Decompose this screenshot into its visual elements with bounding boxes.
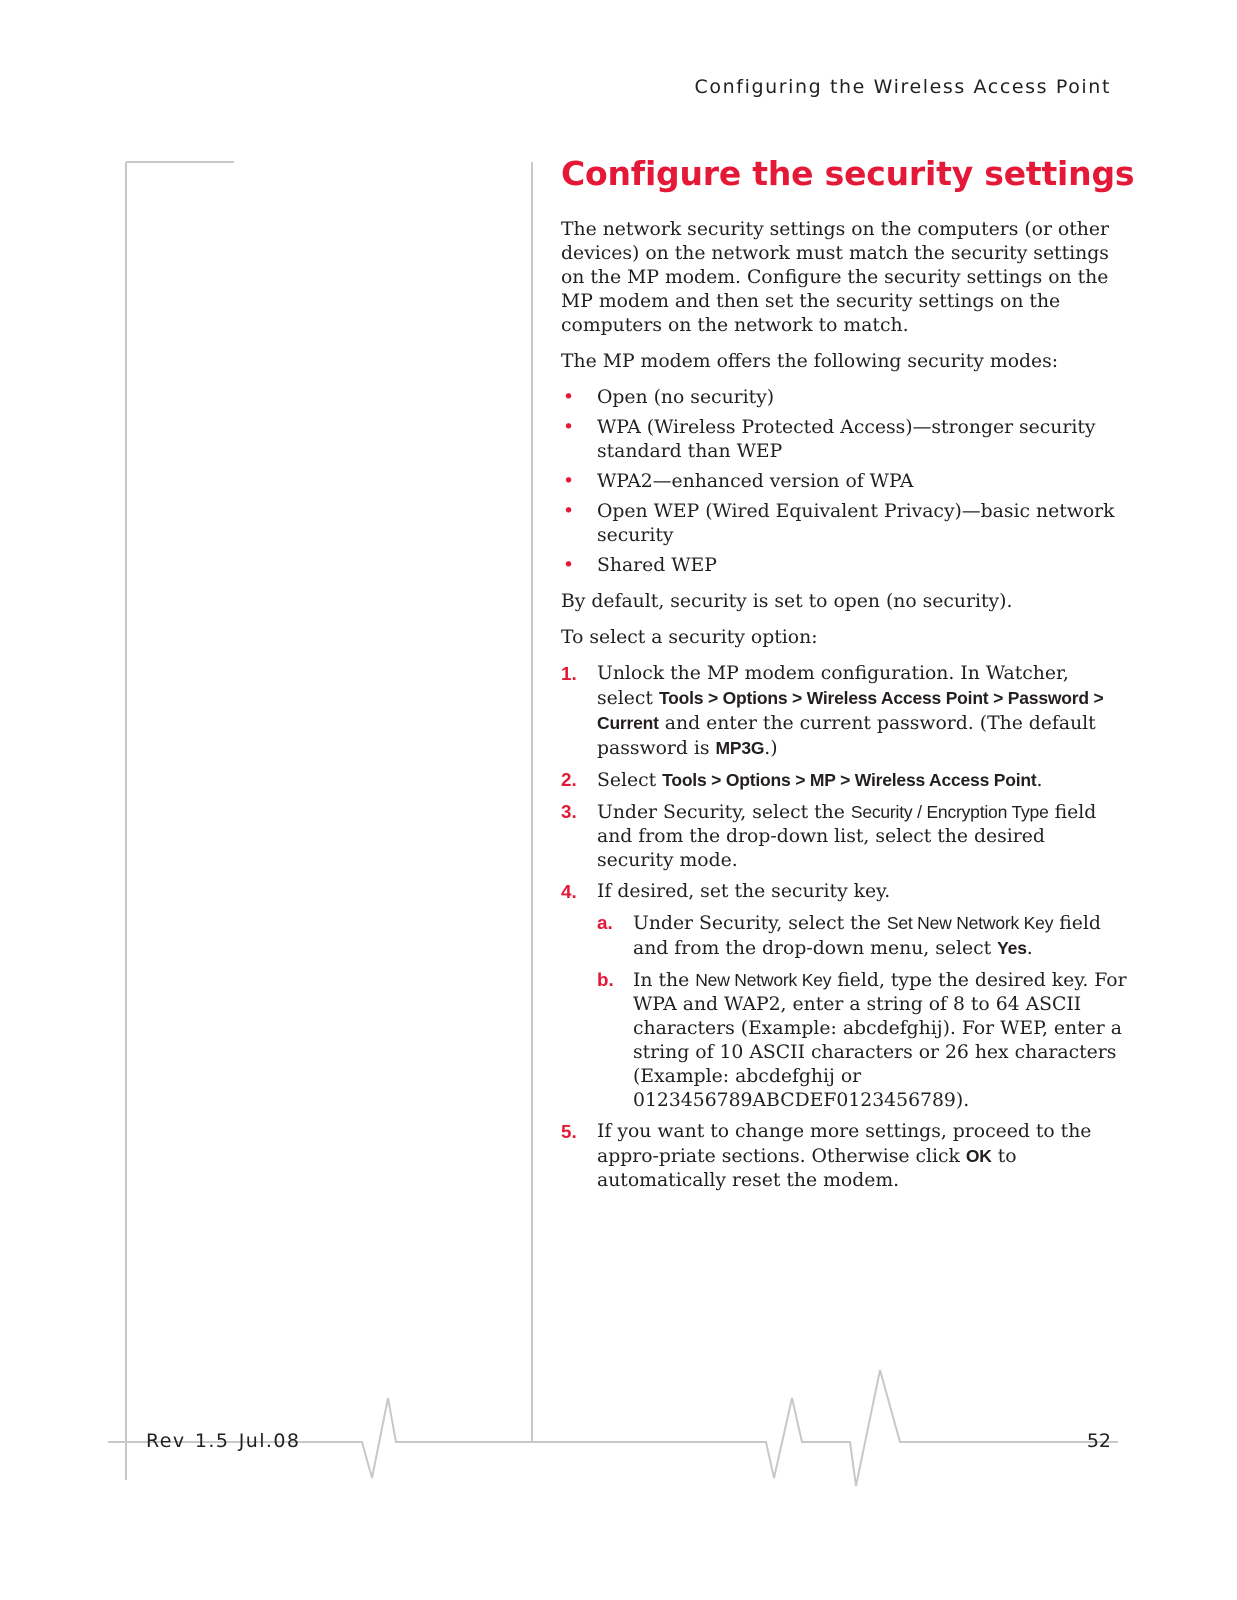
field-name: Set New Network Key xyxy=(886,913,1054,933)
security-modes-list xyxy=(561,386,1127,578)
bullet-icon: • xyxy=(563,417,575,438)
substep-b: b. In the New Network Key field, type the desired key. For WPA and WAP2, enter a string of 8 to 64 ASCII characters (Example: abcdefghij). For WEP, enter a string of 10 ASCII characters or 26 hex characters (Example: abcdefghij or 0123456789ABCDEF0123456789). xyxy=(597,969,1127,1111)
step-number: 3. xyxy=(561,801,577,822)
intro-paragraph: The network security settings on the computers (or other devices) on the network must match the security settings on the MP modem. Configure the security settings on the MP modem and then set the security settings on the computers on the network to match. xyxy=(561,219,1109,336)
step-2: 2. Select Tools > Options > MP > Wireless Access Point. xyxy=(561,769,1043,791)
list-item: • WPA (Wireless Protected Access)—stronger security standard than WEP xyxy=(563,417,1096,462)
modes-intro: The MP modem offers the following security modes: xyxy=(561,351,1059,372)
footer-revision: Rev 1.5 Jul.08 xyxy=(146,1430,301,1452)
page-title: Configure the security settings xyxy=(561,154,1135,193)
step-4: 4. If desired, set the security key. a. Under Security, select the Set New Network Key field and from the drop-down menu, select Yes. b. In the New Network Key field, type the desired key. For WPA and WAP2, enter a string of 8 to 64 ASCII characters (Example: abcdefghij). For WEP, enter a string of 10 ASCII characters or 26 hex characters (Example: abcdefghij or 0123456789ABCDEF0123456789). xyxy=(561,881,1127,1111)
step-3: 3. Under Security, select the Security / Encryption Type field and from the drop-down list, select the desired security mode. xyxy=(561,801,1097,871)
field-name: Security / Encryption Type xyxy=(850,802,1049,822)
page-number: 52 xyxy=(1086,1430,1111,1452)
list-item: • Open WEP (Wired Equivalent Privacy)—basic network security xyxy=(563,501,1115,546)
main-content xyxy=(561,152,1135,1200)
ok-button-label: OK xyxy=(965,1146,992,1166)
select-intro: To select a security option: xyxy=(561,627,818,648)
field-name: New Network Key xyxy=(695,970,832,990)
list-item: • Shared WEP xyxy=(563,555,717,576)
bullet-icon: • xyxy=(563,501,575,522)
substep-letter: a. xyxy=(597,912,613,933)
menu-path: Tools > Options > MP > Wireless Access Point xyxy=(662,770,1037,790)
bullet-icon: • xyxy=(563,387,575,408)
bullet-icon: • xyxy=(563,471,575,492)
step-5: 5. If you want to change more settings, proceed to the appro-priate sections. Otherwise click OK to automatically reset the modem. xyxy=(561,1121,1092,1191)
substep-a: a. Under Security, select the Set New Network Key field and from the drop-down menu, select Yes. xyxy=(597,912,1101,959)
option-value: Yes xyxy=(997,938,1027,958)
substeps-list xyxy=(597,911,1127,1113)
menu-path: Tools > Options > Wireless Access Point > Password > Current xyxy=(597,688,1104,733)
step-number: 4. xyxy=(561,881,577,902)
default-note: By default, security is set to open (no security). xyxy=(561,591,1013,612)
running-header: Configuring the Wireless Access Point xyxy=(694,76,1111,98)
substep-letter: b. xyxy=(597,969,614,990)
bullet-icon: • xyxy=(563,555,575,576)
step-number: 2. xyxy=(561,769,577,790)
default-password: MP3G xyxy=(715,738,765,758)
step-number: 1. xyxy=(561,663,577,684)
step-1: 1. Unlock the MP modem configuration. In Watcher, select Tools > Options > Wireless Access Point > Password > Current and enter the current password. (The default password is MP3G.) xyxy=(561,663,1104,759)
list-item: • WPA2—enhanced version of WPA xyxy=(563,471,914,492)
steps-list xyxy=(561,662,1127,1193)
step-number: 5. xyxy=(561,1121,577,1142)
list-item: • Open (no security) xyxy=(563,387,775,408)
